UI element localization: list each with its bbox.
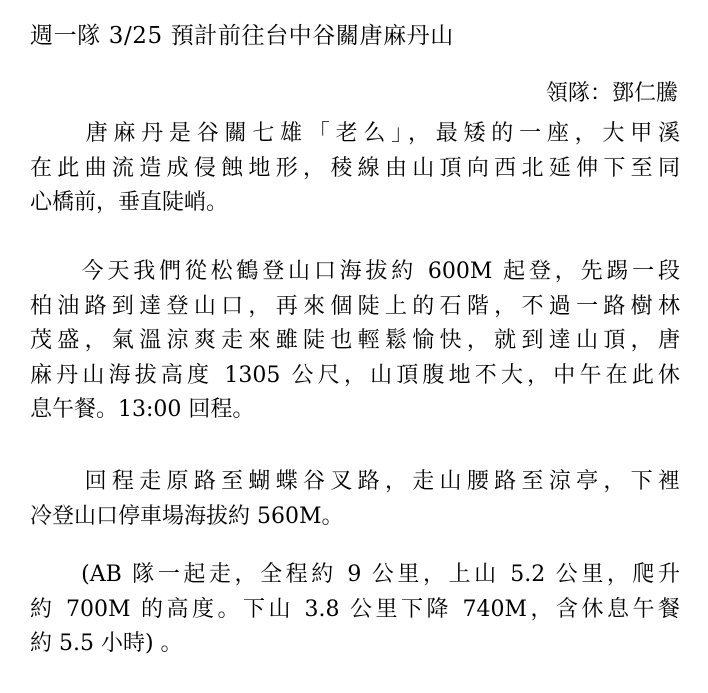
team-leader: 領隊：鄧仁騰 (545, 81, 678, 106)
paragraph-line: 麻丹山海拔高度 1305 公尺，山頂腹地不大，中午在此休 (30, 362, 680, 388)
paragraph-line: 約 700M 的高度。下山 3.8 公里下降 740M，含休息午餐 (30, 596, 680, 622)
paragraph-line: 柏油路到達登山口，再來個陡上的石階，不過一路樹林 (30, 293, 680, 319)
paragraph-2 (30, 255, 680, 428)
paragraph-line: 今天我們從松鶴登山口海拔約 600M 起登，先踢一段 (30, 259, 680, 284)
paragraph-line: 唐麻丹是谷關七雄「老么」，最矮的一座，大甲溪 (30, 121, 680, 146)
paragraph-line: 在此曲流造成侵蝕地形，稜線由山頂向西北延伸下至同 (30, 155, 680, 181)
paragraph-line: 冷登山口停車場海拔約 560M。 (30, 503, 344, 529)
paragraph-line: 約 5.5 小時) 。 (30, 631, 183, 656)
paragraph-1 (30, 117, 680, 221)
paragraph-4 (30, 558, 680, 662)
paragraph-line: 茂盛，氣溫涼爽走來雖陡也輕鬆愉快，就到達山頂，唐 (30, 328, 680, 353)
paragraph-3 (30, 465, 680, 534)
paragraph-line: 息午餐。13:00 回程。 (30, 397, 255, 422)
paragraph-line: (AB 隊一起走，全程約 9 公里，上山 5.2 公里，爬升 (30, 562, 680, 587)
paragraph-line: 回程走原路至蝴蝶谷叉路，走山腰路至涼亭，下裡 (30, 469, 680, 494)
paragraph-line: 心橋前，垂直陡峭。 (30, 190, 229, 215)
page-title: 週一隊 3/25 預計前往台中谷關唐麻丹山 (30, 23, 454, 49)
